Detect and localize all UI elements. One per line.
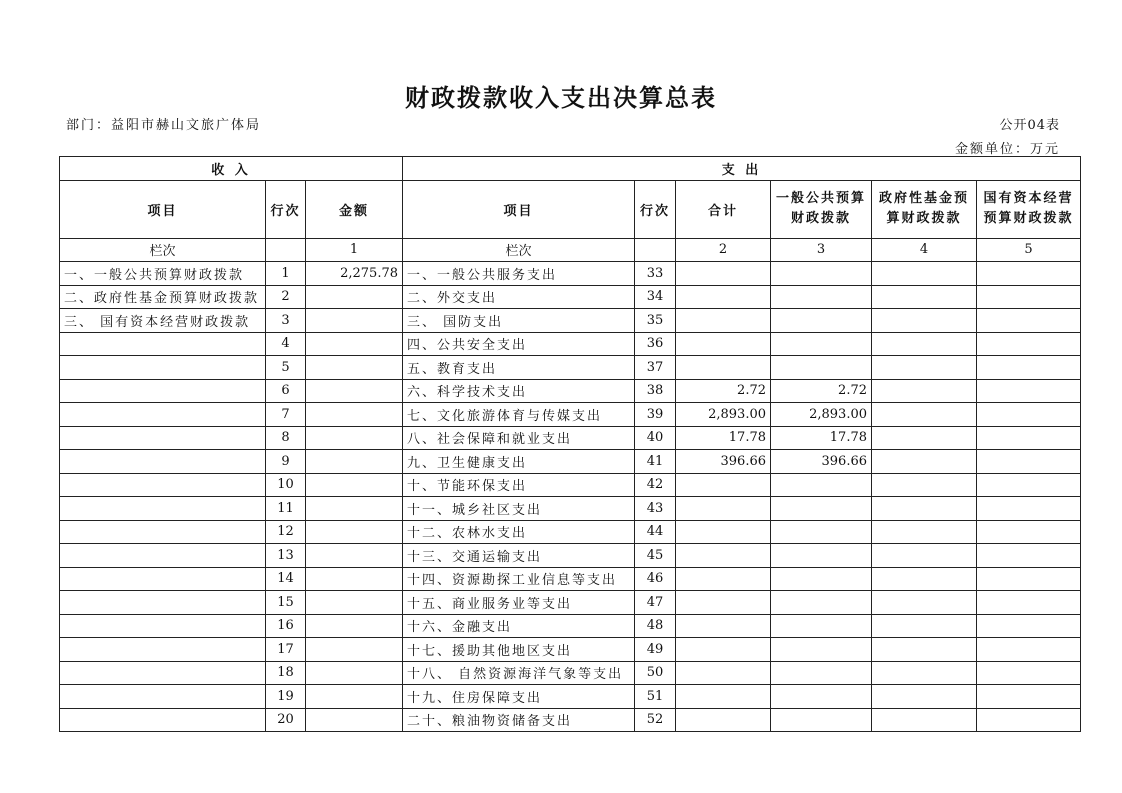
general-budget-cell [771,285,872,309]
expense-item-cell: 十四、资源勘探工业信息等支出 [403,567,635,591]
state-capital-cell [977,591,1081,615]
income-item-cell [60,661,266,685]
income-amount-header: 金额 [306,180,403,238]
income-row-no-cell: 9 [266,450,306,474]
income-amount-cell [306,591,403,615]
state-capital-cell [977,356,1081,380]
income-item-cell [60,614,266,638]
expense-item-cell: 十、节能环保支出 [403,473,635,497]
state-capital-cell [977,544,1081,568]
income-row-no-cell: 14 [266,567,306,591]
income-row-no-cell: 20 [266,708,306,732]
table-row [60,591,1081,615]
income-row-no-cell: 6 [266,379,306,403]
income-amount-cell [306,614,403,638]
income-amount-cell [306,379,403,403]
total-cell [676,708,771,732]
state-capital-header: 国有资本经营预算财政拨款 [977,180,1081,238]
income-item-cell [60,379,266,403]
general-budget-cell [771,661,872,685]
gov-fund-cell [872,450,977,474]
state-capital-cell [977,403,1081,427]
income-amount-cell: 2,275.78 [306,262,403,286]
expense-row-no-cell: 39 [635,403,676,427]
general-budget-cell [771,473,872,497]
general-budget-cell [771,332,872,356]
table-row [60,661,1081,685]
income-item-cell [60,356,266,380]
income-row-no-cell: 19 [266,685,306,709]
gov-fund-cell [872,708,977,732]
table-row [60,426,1081,450]
gov-fund-cell [872,544,977,568]
state-capital-cell [977,309,1081,333]
income-row-no-cell: 13 [266,544,306,568]
expense-item-cell: 八、社会保障和就业支出 [403,426,635,450]
income-row-no-cell: 16 [266,614,306,638]
income-row-no-cell: 3 [266,309,306,333]
general-budget-header: 一般公共预算财政拨款 [771,180,872,238]
income-row-no-cell: 2 [266,285,306,309]
general-budget-cell [771,262,872,286]
total-cell [676,332,771,356]
column-header-row [60,180,1081,238]
column-index-1: 1 [306,238,403,262]
gov-fund-cell [872,379,977,403]
income-row-no-header: 行次 [266,180,306,238]
expense-row-no-cell: 35 [635,309,676,333]
expense-item-cell: 二十、粮油物资储备支出 [403,708,635,732]
general-budget-cell [771,591,872,615]
expense-row-no-cell: 51 [635,685,676,709]
general-budget-cell [771,309,872,333]
state-capital-cell [977,685,1081,709]
income-row-no-cell: 7 [266,403,306,427]
income-amount-cell [306,356,403,380]
income-item-cell [60,520,266,544]
total-cell: 17.78 [676,426,771,450]
income-amount-cell [306,638,403,662]
expense-item-cell: 十六、金融支出 [403,614,635,638]
expense-item-cell: 十三、交通运输支出 [403,544,635,568]
expense-row-no-cell: 36 [635,332,676,356]
expense-row-no-cell: 44 [635,520,676,544]
expense-item-cell: 四、公共安全支出 [403,332,635,356]
income-item-cell [60,591,266,615]
income-item-cell [60,544,266,568]
income-amount-cell [306,661,403,685]
income-amount-cell [306,544,403,568]
expense-row-no-cell: 45 [635,544,676,568]
budget-table [59,156,1081,732]
state-capital-cell [977,520,1081,544]
expense-row-no-cell: 48 [635,614,676,638]
general-budget-cell: 2.72 [771,379,872,403]
expense-row-no-cell: 42 [635,473,676,497]
expense-item-cell: 三、 国防支出 [403,309,635,333]
income-row-no-cell: 1 [266,262,306,286]
gov-fund-cell [872,285,977,309]
income-row-no-cell: 12 [266,520,306,544]
gov-fund-cell [872,638,977,662]
income-item-cell: 一、一般公共预算财政拨款 [60,262,266,286]
state-capital-cell [977,285,1081,309]
expense-row-no-cell: 41 [635,450,676,474]
general-budget-cell [771,356,872,380]
expense-item-cell: 十八、 自然资源海洋气象等支出 [403,661,635,685]
expense-item-cell: 六、科学技术支出 [403,379,635,403]
gov-fund-cell [872,426,977,450]
income-row-no-cell: 10 [266,473,306,497]
amount-unit: 金额单位：万元 [954,142,1060,157]
expense-row-no-cell: 33 [635,262,676,286]
income-amount-cell [306,497,403,521]
total-cell [676,309,771,333]
state-capital-cell [977,708,1081,732]
total-cell [676,638,771,662]
table-row [60,356,1081,380]
expense-item-cell: 五、教育支出 [403,356,635,380]
total-cell [676,497,771,521]
state-capital-cell [977,638,1081,662]
state-capital-cell [977,661,1081,685]
table-row [60,403,1081,427]
income-item-cell [60,685,266,709]
gov-fund-cell [872,403,977,427]
income-row-no-cell: 4 [266,332,306,356]
total-header: 合计 [676,180,771,238]
total-cell [676,591,771,615]
gov-fund-cell [872,520,977,544]
table-row [60,379,1081,403]
total-cell [676,473,771,497]
table-row [60,497,1081,521]
table-row [60,685,1081,709]
total-cell [676,685,771,709]
total-cell [676,544,771,568]
gov-fund-cell [872,309,977,333]
column-index-4: 4 [872,238,977,262]
section-header-row [60,157,1081,181]
total-cell [676,614,771,638]
general-budget-cell [771,614,872,638]
gov-fund-cell [872,332,977,356]
column-index-3: 3 [771,238,872,262]
expense-row-no-header: 行次 [635,180,676,238]
income-item-cell [60,450,266,474]
income-item-cell [60,497,266,521]
income-item-cell: 三、 国有资本经营财政拨款 [60,309,266,333]
total-cell [676,661,771,685]
income-row-no-cell: 11 [266,497,306,521]
expense-row-no-cell: 34 [635,285,676,309]
expense-section-header: 支 出 [403,157,1081,181]
total-cell: 2,893.00 [676,403,771,427]
income-item-cell [60,473,266,497]
general-budget-cell [771,544,872,568]
table-row [60,544,1081,568]
column-index-row [60,238,1081,262]
table-row [60,520,1081,544]
expense-item-header: 项目 [403,180,635,238]
department-label: 部门：益阳市赫山文旅广体局 [66,118,262,133]
state-capital-cell [977,426,1081,450]
total-cell [676,356,771,380]
column-index-label: 栏次 [60,238,266,262]
income-amount-cell [306,567,403,591]
income-row-no-cell: 8 [266,426,306,450]
income-item-cell [60,567,266,591]
expense-item-cell: 九、卫生健康支出 [403,450,635,474]
income-item-cell [60,638,266,662]
income-item-cell [60,332,266,356]
income-row-no-cell: 5 [266,356,306,380]
income-item-cell [60,708,266,732]
income-item-header: 项目 [60,180,266,238]
gov-fund-header: 政府性基金预算财政拨款 [872,180,977,238]
expense-row-no-cell: 40 [635,426,676,450]
state-capital-cell [977,332,1081,356]
expense-row-no-cell: 37 [635,356,676,380]
total-cell [676,285,771,309]
income-item-cell [60,426,266,450]
state-capital-cell [977,614,1081,638]
table-row [60,450,1081,474]
column-index-empty [266,238,306,262]
table-row [60,567,1081,591]
form-number: 公开04表 [999,118,1060,133]
expense-item-cell: 二、外交支出 [403,285,635,309]
total-cell: 2.72 [676,379,771,403]
expense-row-no-cell: 47 [635,591,676,615]
table-row [60,309,1081,333]
table-row [60,708,1081,732]
expense-item-cell: 十七、援助其他地区支出 [403,638,635,662]
gov-fund-cell [872,661,977,685]
total-cell [676,520,771,544]
general-budget-cell [771,708,872,732]
gov-fund-cell [872,473,977,497]
state-capital-cell [977,567,1081,591]
income-amount-cell [306,685,403,709]
expense-row-no-cell: 43 [635,497,676,521]
income-amount-cell [306,426,403,450]
gov-fund-cell [872,685,977,709]
table-row [60,638,1081,662]
income-item-cell: 二、政府性基金预算财政拨款 [60,285,266,309]
expense-item-cell: 一、一般公共服务支出 [403,262,635,286]
gov-fund-cell [872,614,977,638]
table-row [60,473,1081,497]
total-cell [676,567,771,591]
general-budget-cell [771,567,872,591]
state-capital-cell [977,379,1081,403]
general-budget-cell [771,520,872,544]
gov-fund-cell [872,262,977,286]
general-budget-cell: 2,893.00 [771,403,872,427]
expense-row-no-cell: 49 [635,638,676,662]
income-amount-cell [306,285,403,309]
expense-item-cell: 七、文化旅游体育与传媒支出 [403,403,635,427]
state-capital-cell [977,473,1081,497]
income-amount-cell [306,309,403,333]
income-item-cell [60,403,266,427]
income-row-no-cell: 17 [266,638,306,662]
gov-fund-cell [872,567,977,591]
table-row [60,262,1081,286]
column-index-5: 5 [977,238,1081,262]
general-budget-cell [771,497,872,521]
column-index-2: 2 [676,238,771,262]
income-amount-cell [306,450,403,474]
expense-item-cell: 十一、城乡社区支出 [403,497,635,521]
page-title: 财政拨款收入支出决算总表 [405,84,717,112]
expense-row-no-cell: 38 [635,379,676,403]
income-amount-cell [306,520,403,544]
table-row [60,332,1081,356]
expense-row-no-cell: 46 [635,567,676,591]
total-cell [676,262,771,286]
income-amount-cell [306,708,403,732]
expense-item-cell: 十二、农林水支出 [403,520,635,544]
expense-item-cell: 十九、住房保障支出 [403,685,635,709]
income-section-header: 收 入 [60,157,403,181]
state-capital-cell [977,262,1081,286]
general-budget-cell [771,638,872,662]
expense-row-no-cell: 52 [635,708,676,732]
expense-row-no-cell: 50 [635,661,676,685]
income-row-no-cell: 15 [266,591,306,615]
income-amount-cell [306,403,403,427]
state-capital-cell [977,450,1081,474]
income-row-no-cell: 18 [266,661,306,685]
total-cell: 396.66 [676,450,771,474]
expense-item-cell: 十五、商业服务业等支出 [403,591,635,615]
table-row [60,614,1081,638]
gov-fund-cell [872,356,977,380]
table-row [60,285,1081,309]
column-index-empty [635,238,676,262]
general-budget-cell [771,685,872,709]
general-budget-cell: 17.78 [771,426,872,450]
income-amount-cell [306,473,403,497]
column-index-label: 栏次 [403,238,635,262]
general-budget-cell: 396.66 [771,450,872,474]
gov-fund-cell [872,591,977,615]
gov-fund-cell [872,497,977,521]
income-amount-cell [306,332,403,356]
state-capital-cell [977,497,1081,521]
